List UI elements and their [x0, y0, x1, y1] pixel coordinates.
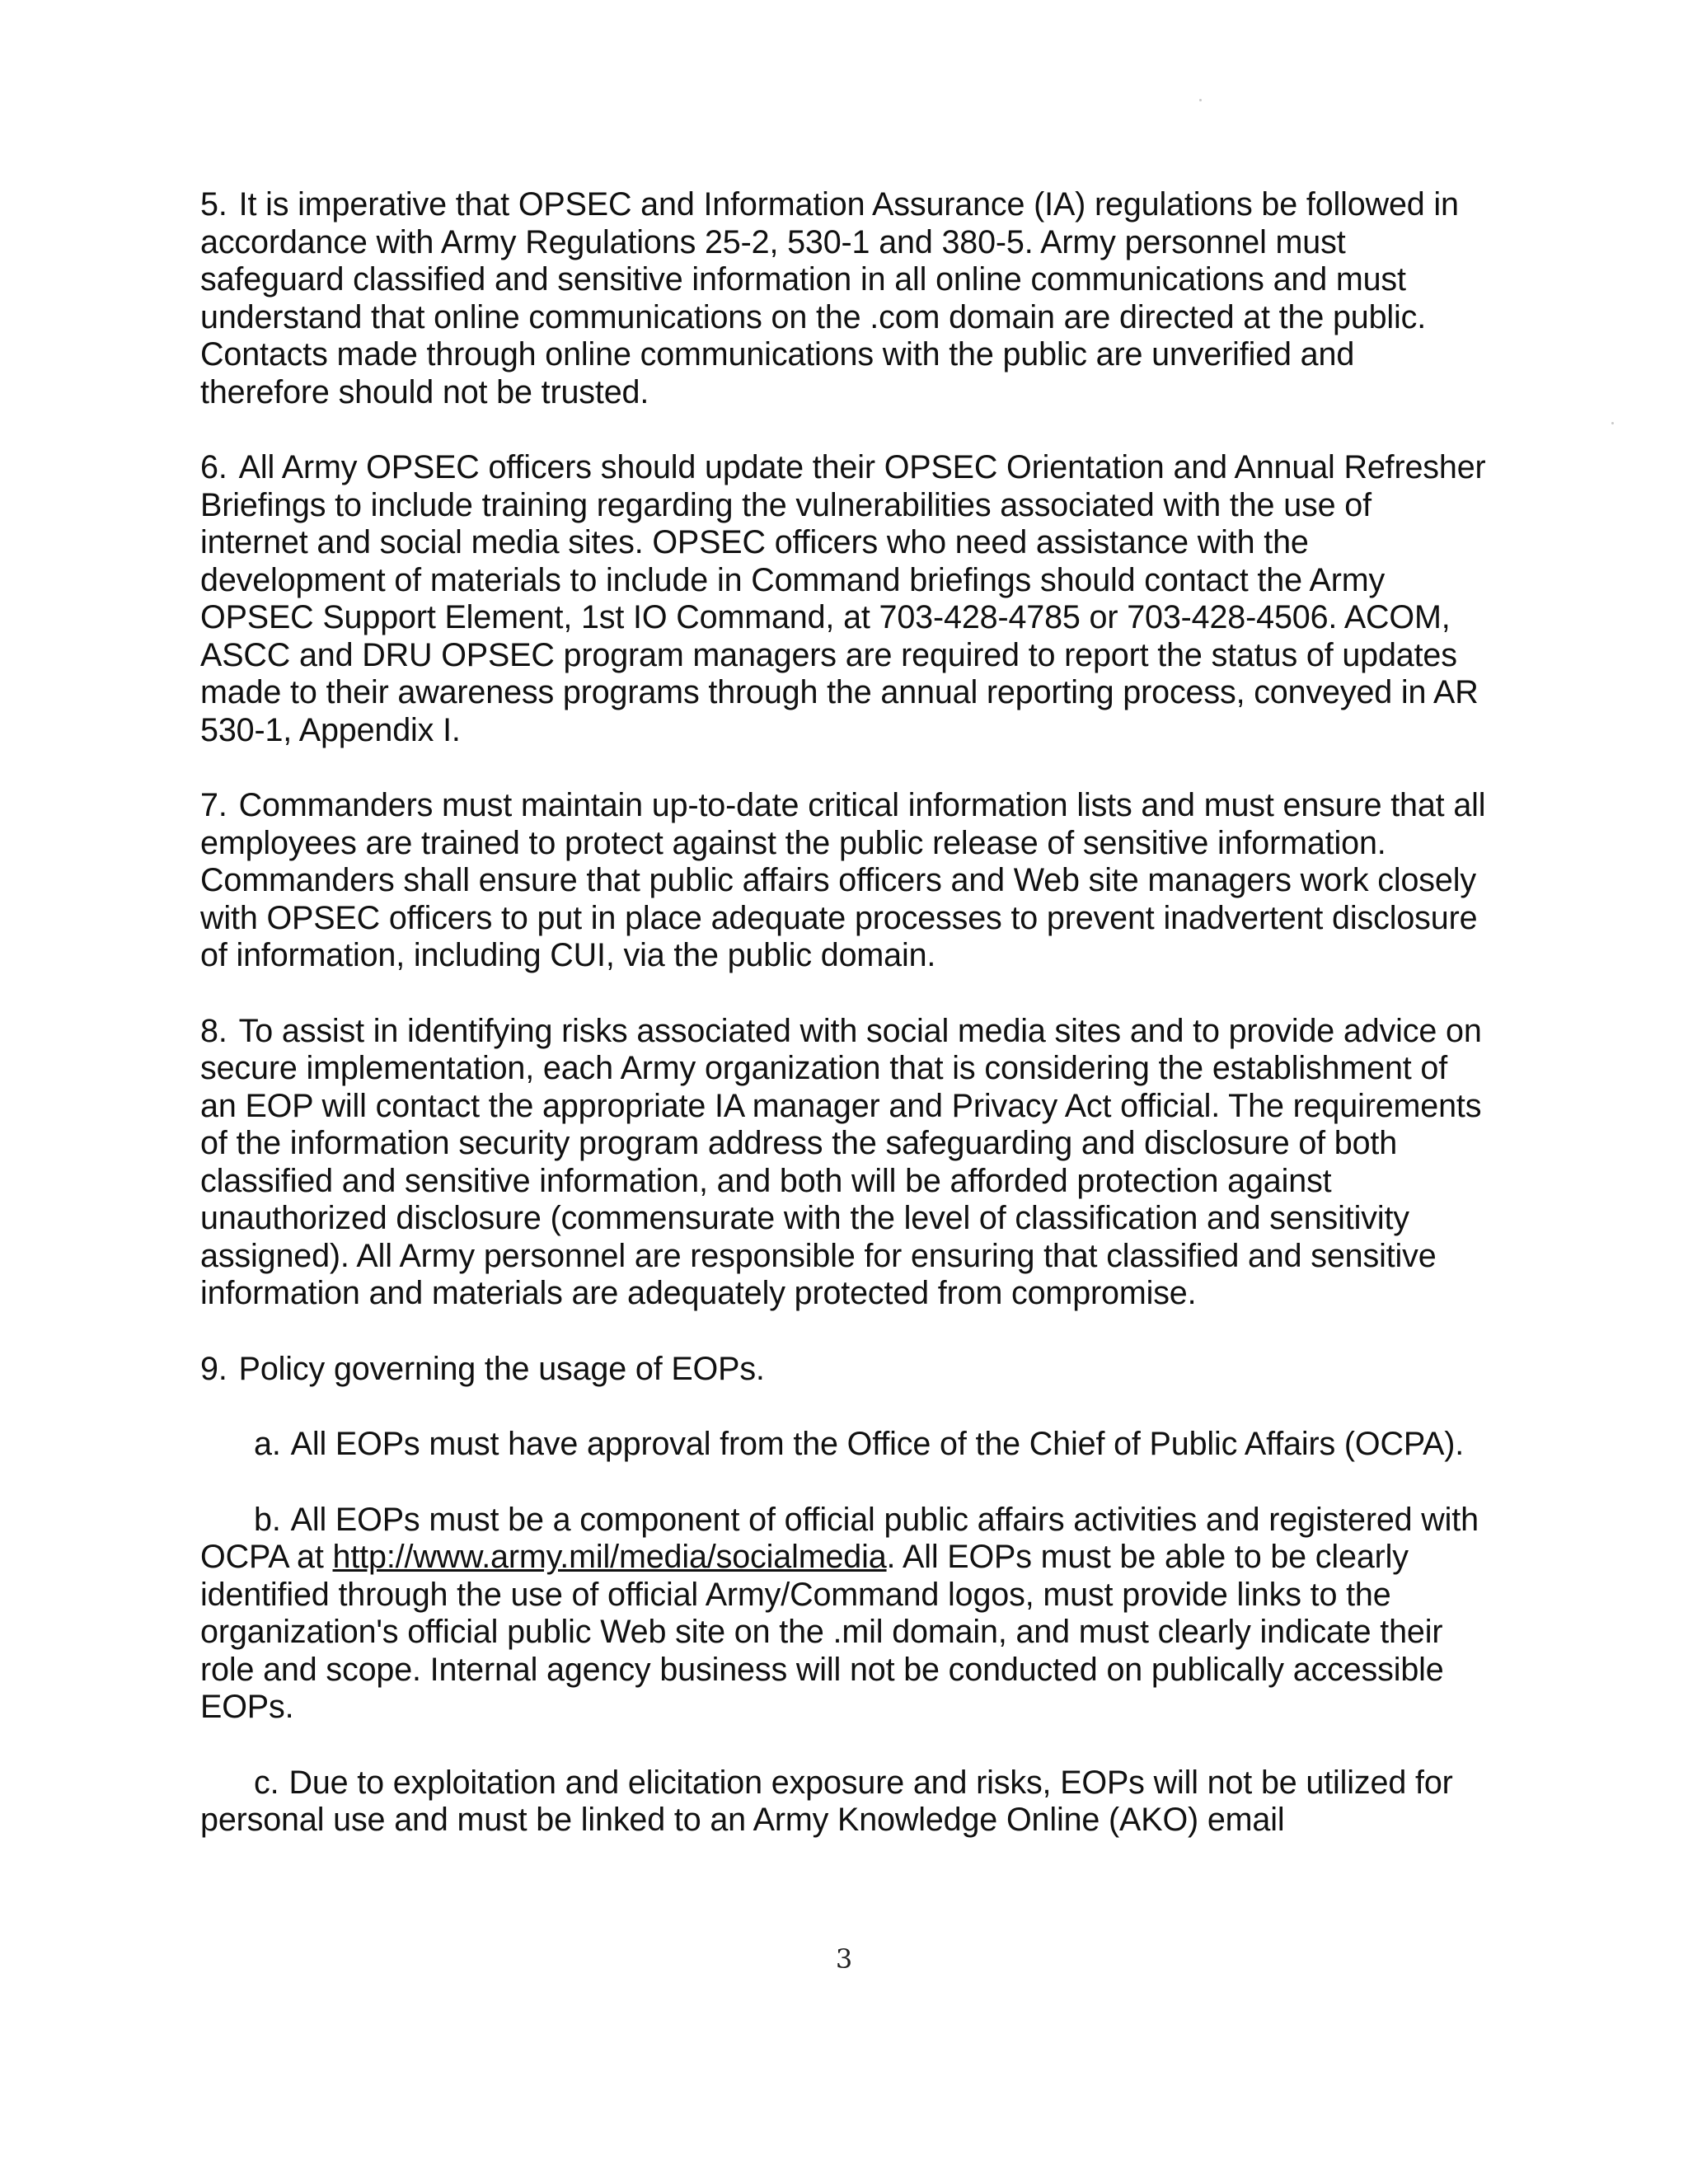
subparagraph-text: All EOPs must have approval from the Office of the Chief of Public Affairs (OCPA).	[290, 1426, 1465, 1462]
scan-speck	[1611, 422, 1614, 424]
paragraph-number: 5.	[200, 186, 227, 223]
paragraph-8	[200, 1013, 1486, 1313]
social-media-link[interactable]: http://www.army.mil/media/socialmedia	[332, 1539, 887, 1575]
subparagraph-text: Due to exploitation and elicitation exposure and risks, EOPs will not be utilized for personal use and must be linked to an Army Knowledge Online (AKO) email	[200, 1764, 1453, 1838]
subparagraph-b	[200, 1502, 1486, 1727]
paragraph-text: It is imperative that OPSEC and Information Assurance (IA) regulations be followed in accordance with Army Regulations 25-2, 530-1 and 380-5. Army personnel must safeguard classified and sensitive information in all online communications and must understand that online communications on the .com domain are directed at the public. Contacts made through online communications with the public are unverified and therefore should not be trusted.	[200, 186, 1459, 410]
subparagraph-a	[200, 1426, 1486, 1464]
paragraph-text: Policy governing the usage of EOPs.	[238, 1350, 765, 1387]
paragraph-text: Commanders must maintain up-to-date critical information lists and must ensure that all employees are trained to protect against the public release of sensitive information. Commanders shall ensure that public affairs officers and Web site managers work closely with OPSEC officers to put in place adequate processes to prevent inadvertent disclosure of information, including CUI, via the public domain.	[200, 787, 1486, 973]
subparagraph-letter: b.	[254, 1501, 281, 1538]
paragraph-number: 7.	[200, 787, 227, 823]
paragraph-5	[200, 186, 1486, 411]
paragraph-number: 9.	[200, 1350, 227, 1387]
document-body	[200, 186, 1486, 1877]
paragraph-text: To assist in identifying risks associated with social media sites and to provide advice on secure implementation, each Army organization that is considering the establishment of an EOP will contact the appropriate IA manager and Privacy Act official. The requirements of the information security program address the safeguarding and disclosure of both classified and sensitive information, and both will be afforded protection against unauthorized disclosure (commensurate with the level of classification and sensitivity assigned). All Army personnel are responsible for ensuring that classified and sensitive information and materials are adequately protected from compromise.	[200, 1012, 1482, 1311]
paragraph-9	[200, 1351, 1486, 1389]
paragraph-number: 6.	[200, 449, 227, 485]
subparagraph-text-after-link: . All EOPs must be able to be clearly identified through the use of official Army/Command logos, must provide links to the organization's official public Web site on the .mil domain, and must clearly indicate their role and scope. Internal agency business will not be conducted on publically accessible EOPs.	[200, 1539, 1444, 1725]
paragraph-number: 8.	[200, 1012, 227, 1049]
paragraph-text: All Army OPSEC officers should update their OPSEC Orientation and Annual Refresher Briefings to include training regarding the vulnerabilities associated with the use of internet and social media sites. OPSEC officers who need assistance with the development of materials to include in Command briefings should contact the Army OPSEC Support Element, 1st IO Command, at 703-428-4785 or 703-428-4506. ACOM, ASCC and DRU OPSEC program managers are required to report the status of updates made to their awareness programs through the annual reporting process, conveyed in AR 530-1, Appendix I.	[200, 449, 1486, 748]
subparagraph-text-before-link: All EOPs must be a component of official public affairs activities and registered with OCPA at	[200, 1501, 1479, 1575]
paragraph-7	[200, 787, 1486, 975]
subparagraph-letter: a.	[254, 1426, 281, 1462]
subparagraph-c	[200, 1765, 1486, 1840]
scan-speck	[1199, 99, 1202, 101]
paragraph-6	[200, 449, 1486, 749]
subparagraph-letter: c.	[254, 1764, 279, 1801]
page-number: 3	[835, 1943, 853, 1975]
